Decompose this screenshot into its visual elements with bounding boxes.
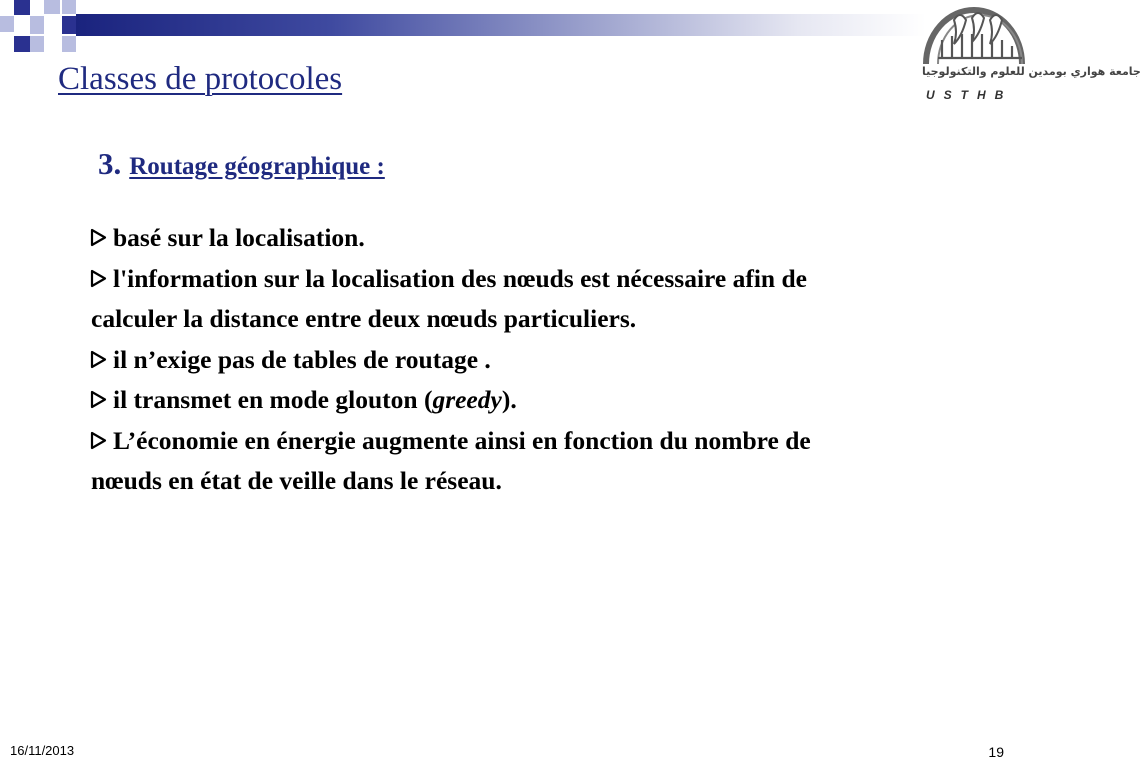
decor-square [62, 36, 76, 52]
bullet-text: basé sur la localisation. [113, 223, 365, 252]
section-number: 3. [98, 146, 122, 181]
bullet-text: il n’exige pas de tables de routage . [113, 344, 491, 374]
decor-square [62, 16, 76, 34]
bullet-emphasis: greedy [432, 385, 502, 414]
bullet-text: l'information sur la localisation des nœuds est nécessaire afin de calculer la distance entre deux nœuds particuliers. [91, 263, 807, 333]
bullet-text: ). [501, 385, 517, 414]
bullet-item [91, 421, 881, 502]
logo-latin-text: USTHB [926, 88, 1013, 102]
university-logo [920, 0, 1141, 104]
decor-square [14, 36, 30, 52]
slide-title: Classes de protocoles [58, 61, 343, 97]
bullet-text: L’économie en énergie augmente ainsi en fonction du nombre de nœuds en état de veille dans le réseau. [91, 425, 811, 495]
section-heading [98, 146, 385, 182]
arrow-bullet-icon [91, 340, 113, 381]
footer-date: 16/11/2013 [10, 743, 75, 758]
bullet-item [91, 340, 881, 381]
arrow-bullet-icon [91, 218, 113, 259]
header-gradient-bar [76, 14, 926, 36]
bullet-item [91, 259, 881, 340]
decor-square [30, 16, 44, 34]
decor-square [0, 16, 14, 32]
bullet-item [91, 380, 881, 421]
arrow-bullet-icon [91, 259, 113, 300]
bullet-text: il transmet en mode glouton ( [113, 385, 433, 414]
bullet-item [91, 218, 881, 259]
arrow-bullet-icon [91, 421, 113, 462]
university-logo-icon [920, 0, 1024, 66]
decor-square [44, 0, 60, 14]
logo-arabic-text: جامعة هواري بومدين للعلوم والتكنولوجيا [922, 65, 1141, 78]
decor-square [14, 0, 30, 15]
arrow-bullet-icon [91, 380, 113, 421]
bullet-list [91, 218, 881, 502]
section-heading-text: Routage géographique : [129, 153, 385, 180]
decor-square [30, 36, 44, 52]
decor-square [62, 0, 76, 14]
page-number: 19 [988, 744, 1004, 760]
